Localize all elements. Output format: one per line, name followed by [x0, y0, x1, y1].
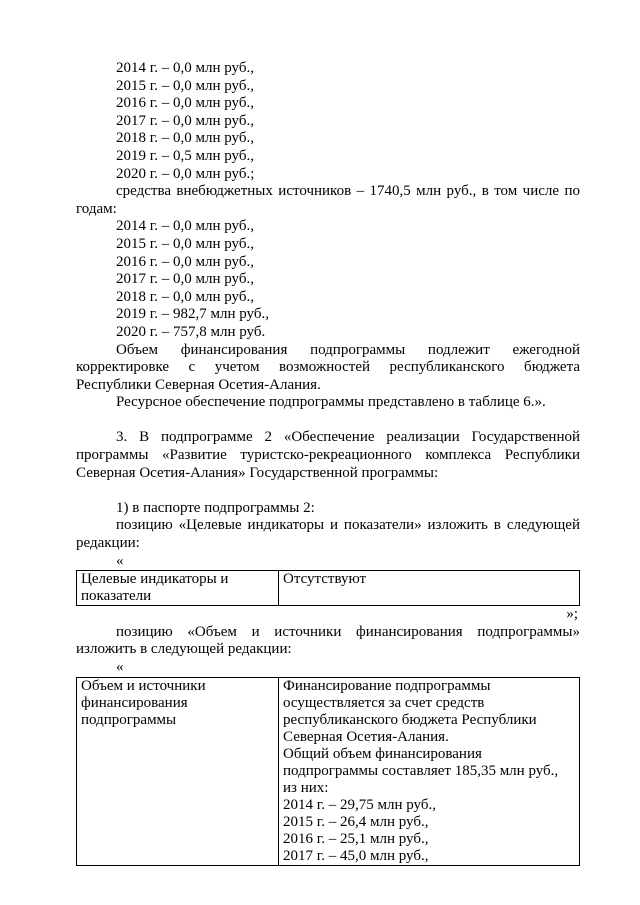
list-item: 2015 г. – 0,0 млн руб.,	[116, 77, 254, 94]
list-item: 2015 г. – 0,0 млн руб.,	[116, 235, 254, 252]
list-item: 2018 г. – 0,0 млн руб.,	[116, 130, 254, 147]
extrabudget-years-list	[76, 218, 580, 341]
paragraph-line: корректировке с учетом возможностей республиканского бюджета	[76, 359, 580, 376]
budget-years-list	[76, 60, 580, 183]
list-item: 2014 г. – 0,0 млн руб.,	[116, 60, 254, 76]
list-item: 2019 г. – 982,7 млн руб.,	[116, 306, 269, 323]
correction-paragraph	[76, 342, 580, 395]
open-quote: «	[116, 552, 124, 569]
document-page	[76, 60, 580, 866]
paragraph-line: позицию «Объем и источники финансирования подпрограммы»	[116, 623, 580, 640]
cell-line: осуществляется за счет средств	[283, 694, 485, 711]
cell-line: Общий объем финансирования	[283, 745, 482, 762]
paragraph-line: Объем финансирования подпрограммы подлежит ежегодной	[116, 341, 580, 358]
list-item: 2020 г. – 757,8 млн руб.	[116, 323, 266, 340]
list-item: 2019 г. – 0,5 млн руб.,	[116, 147, 254, 164]
section-3-paragraph	[76, 429, 580, 482]
position-1-paragraph	[76, 517, 580, 552]
table-row	[77, 571, 580, 606]
table-cell-value	[279, 677, 580, 865]
cell-line: республиканского бюджета Республики	[283, 711, 537, 728]
paragraph-line: Северная Осетия-Алания» Государственной программы:	[76, 464, 439, 481]
cell-line: Целевые индикаторы и	[81, 571, 229, 588]
paragraph-line: средства внебюджетных источников – 1740,5 млн руб., в том числе по	[116, 183, 580, 200]
blank-line	[76, 482, 580, 500]
paragraph-line: изложить в следующей редакции:	[76, 641, 292, 658]
cell-line: подпрограммы	[81, 711, 177, 728]
paragraph-line: годам:	[76, 200, 117, 217]
cell-line: 2015 г. – 26,4 млн руб.,	[283, 813, 429, 830]
position-2-paragraph	[76, 624, 580, 659]
list-item: 2016 г. – 0,0 млн руб.,	[116, 95, 254, 112]
financing-table	[76, 677, 580, 866]
paragraph-line: позицию «Целевые индикаторы и показатели» изложить в следующей	[116, 517, 580, 534]
item-1-heading: 1) в паспорте подпрограммы 2:	[116, 499, 315, 516]
blank-line	[76, 412, 580, 430]
list-item: 2014 г. – 0,0 млн руб.,	[116, 218, 254, 235]
extrabudget-paragraph	[76, 183, 580, 218]
cell-line: 2017 г. – 45,0 млн руб.,	[283, 847, 429, 864]
cell-line: 2014 г. – 29,75 млн руб.,	[283, 796, 436, 813]
cell-line: Отсутствуют	[283, 571, 367, 588]
open-quote: «	[116, 659, 124, 675]
table-row	[77, 677, 580, 865]
paragraph-line: 3. В подпрограмме 2 «Обеспечение реализации Государственной	[116, 429, 580, 446]
paragraph-line: Республики Северная Осетия-Алания.	[76, 376, 321, 393]
close-quote: »;	[566, 606, 578, 623]
cell-line: показатели	[81, 588, 152, 605]
cell-line: 2016 г. – 25,1 млн руб.,	[283, 830, 429, 847]
table-cell-value	[279, 571, 580, 606]
table-cell-label	[77, 571, 279, 606]
cell-line: Финансирование подпрограммы	[283, 677, 491, 694]
cell-line: Объем и источники	[81, 677, 206, 694]
targets-table	[76, 570, 580, 606]
cell-line: Северная Осетия-Алания.	[283, 728, 449, 745]
resource-paragraph: Ресурсное обеспечение подпрограммы представлено в таблице 6.».	[116, 394, 546, 411]
cell-line: подпрограммы составляет 185,35 млн руб.,	[283, 762, 559, 779]
list-item: 2020 г. – 0,0 млн руб.;	[116, 165, 255, 182]
list-item: 2017 г. – 0,0 млн руб.,	[116, 112, 254, 129]
list-item: 2018 г. – 0,0 млн руб.,	[116, 288, 254, 305]
paragraph-line: редакции:	[76, 535, 140, 552]
cell-line: из них:	[283, 779, 329, 796]
list-item: 2017 г. – 0,0 млн руб.,	[116, 271, 254, 288]
table-cell-label	[77, 677, 279, 865]
paragraph-line: программы «Развитие туристско-рекреационного комплекса Республики	[76, 447, 580, 464]
list-item: 2016 г. – 0,0 млн руб.,	[116, 253, 254, 270]
cell-line: финансирования	[81, 694, 188, 711]
